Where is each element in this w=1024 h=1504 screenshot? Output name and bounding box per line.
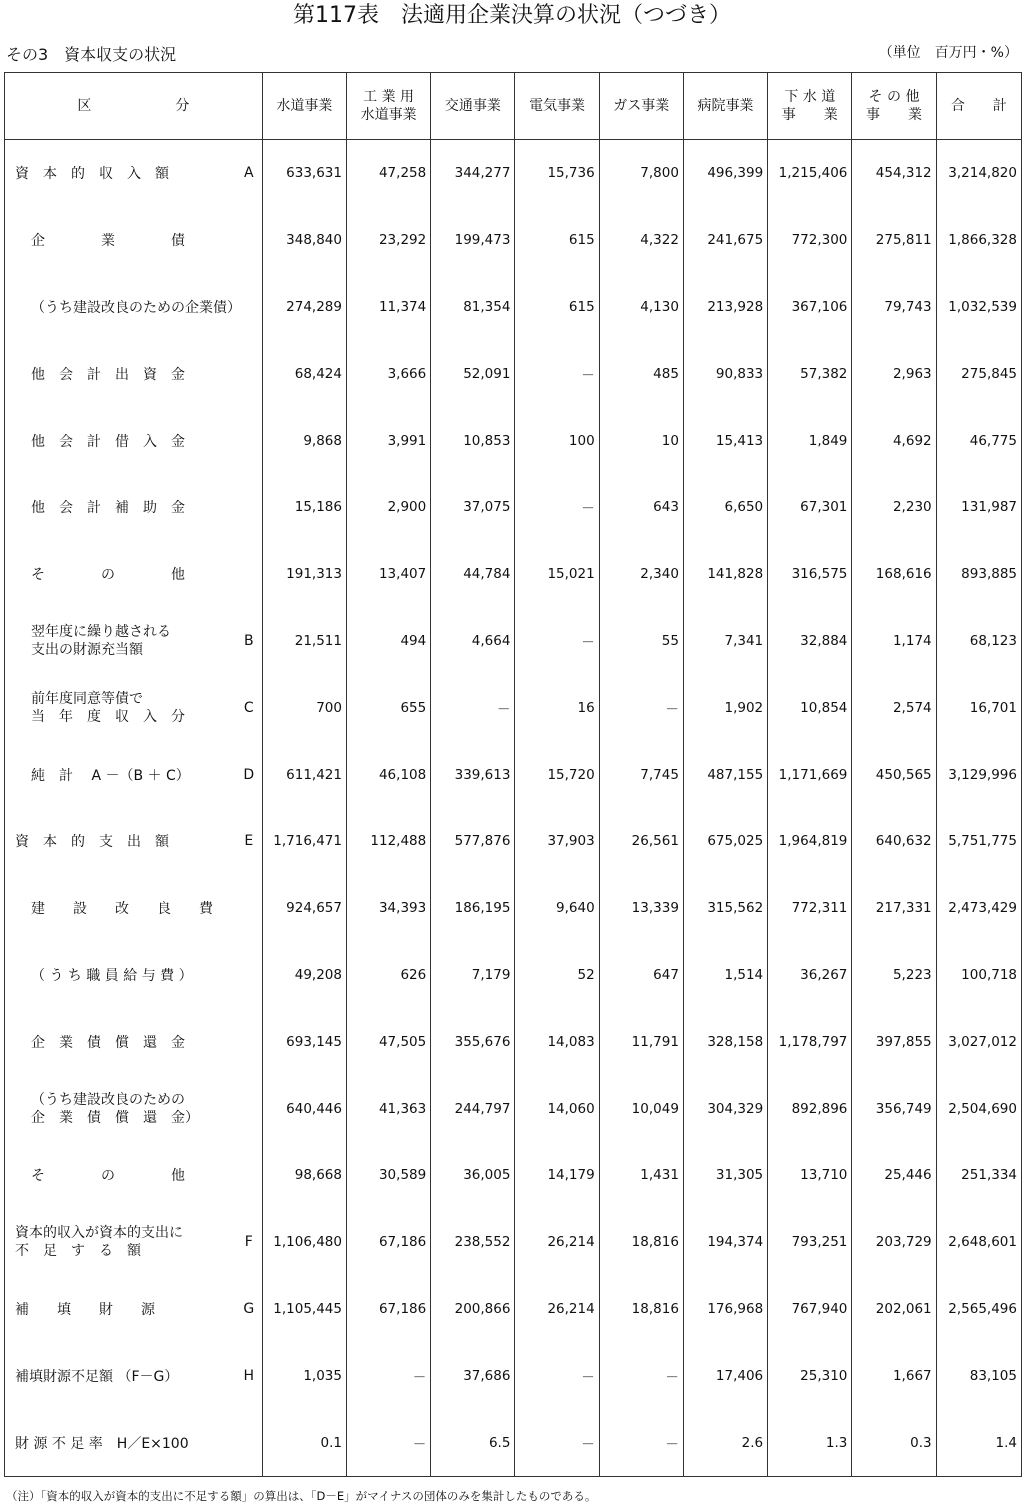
- value-cell: 640,446: [262, 1075, 346, 1142]
- table-header-row: [5, 73, 1022, 140]
- value-cell: 0.3: [852, 1409, 936, 1476]
- value-cell: 339,613: [431, 741, 515, 808]
- value-cell: 643: [599, 474, 683, 541]
- row-code: E: [244, 833, 254, 850]
- value-cell: 615: [515, 274, 599, 341]
- value-cell: 15,021: [515, 541, 599, 608]
- value-cell: 25,310: [768, 1342, 852, 1409]
- value-cell: 17,406: [683, 1342, 767, 1409]
- value-cell: 98,668: [262, 1142, 346, 1209]
- row-label: 純 計 A －（B ＋ C）: [31, 767, 190, 784]
- row-label-cell: [5, 808, 263, 875]
- value-cell: 675,025: [683, 808, 767, 875]
- row-label-cell: [5, 1276, 263, 1343]
- value-cell: 1,849: [768, 407, 852, 474]
- value-cell: 238,552: [431, 1209, 515, 1276]
- row-label: 建 設 改 良 費: [31, 901, 213, 918]
- row-label-cell: [5, 875, 263, 942]
- table-row: [5, 608, 1022, 675]
- value-cell: 13,339: [599, 875, 683, 942]
- value-cell: 14,083: [515, 1008, 599, 1075]
- value-cell: 37,075: [431, 474, 515, 541]
- value-cell: 5,751,775: [936, 808, 1021, 875]
- row-label-cell: [5, 1209, 263, 1276]
- row-label: 補填財源不足額 （F－G）: [15, 1368, 179, 1385]
- table-row: [5, 1409, 1022, 1476]
- value-cell: 55: [599, 608, 683, 675]
- value-cell: 10,854: [768, 674, 852, 741]
- row-label-cell: [5, 541, 263, 608]
- value-cell: 100,718: [936, 942, 1021, 1009]
- value-cell: 893,885: [936, 541, 1021, 608]
- row-code: A: [243, 165, 254, 182]
- table-row: [5, 340, 1022, 407]
- value-cell: 647: [599, 942, 683, 1009]
- row-label-cell: [5, 474, 263, 541]
- value-cell: 355,676: [431, 1008, 515, 1075]
- row-label: 企 業 債 償 還 金: [31, 1034, 185, 1051]
- value-cell: 251,334: [936, 1142, 1021, 1209]
- value-cell: 68,123: [936, 608, 1021, 675]
- value-cell: 3,129,996: [936, 741, 1021, 808]
- value-cell: 4,692: [852, 407, 936, 474]
- page-title: 第117表 法適用企業決算の状況（つづき）: [293, 3, 731, 28]
- table-row: [5, 407, 1022, 474]
- table-row: [5, 1142, 1022, 1209]
- value-cell: 141,828: [683, 541, 767, 608]
- value-cell: 487,155: [683, 741, 767, 808]
- value-cell: 275,811: [852, 207, 936, 274]
- value-cell: 494: [346, 608, 430, 675]
- value-cell: 10,049: [599, 1075, 683, 1142]
- value-cell: 49,208: [262, 942, 346, 1009]
- value-cell: 26,214: [515, 1276, 599, 1343]
- value-cell: 1,035: [262, 1342, 346, 1409]
- value-cell: 6,650: [683, 474, 767, 541]
- value-cell: 496,399: [683, 140, 767, 207]
- value-cell: 356,749: [852, 1075, 936, 1142]
- value-cell: 3,027,012: [936, 1008, 1021, 1075]
- value-cell: 275,845: [936, 340, 1021, 407]
- row-label-cell: [5, 274, 263, 341]
- row-code: C: [243, 699, 254, 716]
- value-cell: 194,374: [683, 1209, 767, 1276]
- value-cell: 2,504,690: [936, 1075, 1021, 1142]
- value-cell: 37,903: [515, 808, 599, 875]
- value-cell: 14,060: [515, 1075, 599, 1142]
- value-cell: 2,648,601: [936, 1209, 1021, 1276]
- value-cell: 2,574: [852, 674, 936, 741]
- table-row: [5, 207, 1022, 274]
- value-cell: －: [515, 1342, 599, 1409]
- row-label: （うち建設改良のための 企 業 債 償 還 金）: [31, 1091, 199, 1126]
- row-label: 前年度同意等債で 当 年 度 収 入 分: [31, 690, 185, 725]
- row-label: 他 会 計 出 資 金: [31, 366, 185, 383]
- value-cell: 1,171,669: [768, 741, 852, 808]
- value-cell: 2,340: [599, 541, 683, 608]
- value-cell: 1,178,797: [768, 1008, 852, 1075]
- table-body: [5, 140, 1022, 1477]
- value-cell: 1,105,445: [262, 1276, 346, 1343]
- column-header: 水道事業: [262, 73, 346, 140]
- value-cell: 13,407: [346, 541, 430, 608]
- row-label-cell: [5, 407, 263, 474]
- value-cell: 36,005: [431, 1142, 515, 1209]
- column-header: 病院事業: [683, 73, 767, 140]
- row-label: （うち建設改良のための企業債）: [31, 299, 241, 316]
- value-cell: 34,393: [346, 875, 430, 942]
- value-cell: 1,431: [599, 1142, 683, 1209]
- value-cell: 15,186: [262, 474, 346, 541]
- value-cell: 1,964,819: [768, 808, 852, 875]
- value-cell: 767,940: [768, 1276, 852, 1343]
- value-cell: 9,640: [515, 875, 599, 942]
- value-cell: 1,032,539: [936, 274, 1021, 341]
- value-cell: 52,091: [431, 340, 515, 407]
- row-label: 他 会 計 借 入 金: [31, 433, 185, 450]
- value-cell: 244,797: [431, 1075, 515, 1142]
- value-cell: 90,833: [683, 340, 767, 407]
- value-cell: 13,710: [768, 1142, 852, 1209]
- row-label-cell: [5, 1342, 263, 1409]
- column-header: 合 計: [936, 73, 1021, 140]
- table-row: [5, 1276, 1022, 1343]
- value-cell: 168,616: [852, 541, 936, 608]
- value-cell: 67,186: [346, 1276, 430, 1343]
- value-cell: 700: [262, 674, 346, 741]
- row-label: そ の 他: [31, 1168, 185, 1185]
- value-cell: 1,174: [852, 608, 936, 675]
- value-cell: 1,716,471: [262, 808, 346, 875]
- value-cell: 199,473: [431, 207, 515, 274]
- value-cell: 2,963: [852, 340, 936, 407]
- value-cell: 203,729: [852, 1209, 936, 1276]
- value-cell: 304,329: [683, 1075, 767, 1142]
- value-cell: 81,354: [431, 274, 515, 341]
- footnote: （注）「資本的収入が資本的支出に不足する額」の算出は、「D－E」がマイナスの団体のみを集計したものである。: [6, 1489, 597, 1503]
- table-row: [5, 1075, 1022, 1142]
- value-cell: 15,736: [515, 140, 599, 207]
- value-cell: 892,896: [768, 1075, 852, 1142]
- value-cell: 693,145: [262, 1008, 346, 1075]
- row-label-cell: [5, 1409, 263, 1476]
- row-code: G: [243, 1300, 255, 1317]
- value-cell: 16: [515, 674, 599, 741]
- table-row: [5, 1008, 1022, 1075]
- capital-balance-table: [4, 72, 1022, 1477]
- value-cell: 4,322: [599, 207, 683, 274]
- value-cell: 25,446: [852, 1142, 936, 1209]
- row-label: 他 会 計 補 助 金: [31, 500, 185, 517]
- row-label-cell: [5, 942, 263, 1009]
- value-cell: 7,179: [431, 942, 515, 1009]
- value-cell: －: [515, 340, 599, 407]
- value-cell: 2.6: [683, 1409, 767, 1476]
- section-subtitle: その3 資本収支の状況: [6, 45, 177, 64]
- value-cell: 26,214: [515, 1209, 599, 1276]
- value-cell: －: [346, 1342, 430, 1409]
- value-cell: 67,186: [346, 1209, 430, 1276]
- value-cell: 4,664: [431, 608, 515, 675]
- table-row: [5, 808, 1022, 875]
- value-cell: －: [431, 674, 515, 741]
- row-code: F: [244, 1234, 253, 1251]
- value-cell: 68,424: [262, 340, 346, 407]
- value-cell: 7,341: [683, 608, 767, 675]
- value-cell: 26,561: [599, 808, 683, 875]
- table-row: [5, 741, 1022, 808]
- row-label-cell: [5, 1075, 263, 1142]
- value-cell: 924,657: [262, 875, 346, 942]
- value-cell: 3,991: [346, 407, 430, 474]
- row-label-cell: [5, 741, 263, 808]
- value-cell: 367,106: [768, 274, 852, 341]
- value-cell: 47,505: [346, 1008, 430, 1075]
- row-label-cell: [5, 140, 263, 207]
- value-cell: 15,720: [515, 741, 599, 808]
- value-cell: 1.3: [768, 1409, 852, 1476]
- value-cell: 79,743: [852, 274, 936, 341]
- value-cell: 52: [515, 942, 599, 1009]
- value-cell: 315,562: [683, 875, 767, 942]
- row-label-cell: [5, 340, 263, 407]
- value-cell: 611,421: [262, 741, 346, 808]
- value-cell: 0.1: [262, 1409, 346, 1476]
- unit-label: （単位 百万円・%）: [878, 45, 1018, 61]
- column-header-category: 区 分: [5, 73, 263, 140]
- value-cell: 6.5: [431, 1409, 515, 1476]
- value-cell: 46,108: [346, 741, 430, 808]
- value-cell: －: [515, 1409, 599, 1476]
- value-cell: 30,589: [346, 1142, 430, 1209]
- value-cell: 11,374: [346, 274, 430, 341]
- row-code: D: [243, 766, 255, 783]
- row-label: 資 本 的 収 入 額: [15, 166, 169, 183]
- value-cell: 217,331: [852, 875, 936, 942]
- value-cell: 793,251: [768, 1209, 852, 1276]
- value-cell: 1,106,480: [262, 1209, 346, 1276]
- row-code: H: [243, 1367, 255, 1384]
- value-cell: 47,258: [346, 140, 430, 207]
- table-row: [5, 674, 1022, 741]
- column-header: ガス事業: [599, 73, 683, 140]
- row-label: （ う ち 職 員 給 与 費 ）: [31, 967, 193, 984]
- value-cell: 274,289: [262, 274, 346, 341]
- value-cell: 202,061: [852, 1276, 936, 1343]
- table-row: [5, 875, 1022, 942]
- value-cell: 1,514: [683, 942, 767, 1009]
- value-cell: 626: [346, 942, 430, 1009]
- value-cell: 112,488: [346, 808, 430, 875]
- value-cell: －: [599, 1342, 683, 1409]
- value-cell: 7,745: [599, 741, 683, 808]
- value-cell: －: [346, 1409, 430, 1476]
- row-label: 補 填 財 源: [15, 1301, 155, 1318]
- value-cell: 176,968: [683, 1276, 767, 1343]
- value-cell: 577,876: [431, 808, 515, 875]
- table-row: [5, 474, 1022, 541]
- value-cell: 772,311: [768, 875, 852, 942]
- row-label-cell: [5, 608, 263, 675]
- row-label: 翌年度に繰り越される 支出の財源充当額: [31, 623, 171, 658]
- value-cell: 44,784: [431, 541, 515, 608]
- value-cell: 348,840: [262, 207, 346, 274]
- value-cell: －: [515, 608, 599, 675]
- value-cell: 10,853: [431, 407, 515, 474]
- value-cell: 3,214,820: [936, 140, 1021, 207]
- value-cell: 186,195: [431, 875, 515, 942]
- value-cell: 37,686: [431, 1342, 515, 1409]
- value-cell: 7,800: [599, 140, 683, 207]
- value-cell: 23,292: [346, 207, 430, 274]
- value-cell: 344,277: [431, 140, 515, 207]
- value-cell: 2,473,429: [936, 875, 1021, 942]
- value-cell: 9,868: [262, 407, 346, 474]
- value-cell: 454,312: [852, 140, 936, 207]
- value-cell: 655: [346, 674, 430, 741]
- value-cell: 5,223: [852, 942, 936, 1009]
- value-cell: 36,267: [768, 942, 852, 1009]
- table-row: [5, 541, 1022, 608]
- value-cell: 485: [599, 340, 683, 407]
- value-cell: 1,215,406: [768, 140, 852, 207]
- table-row: [5, 1209, 1022, 1276]
- value-cell: 14,179: [515, 1142, 599, 1209]
- value-cell: 633,631: [262, 140, 346, 207]
- row-label: 資 本 的 支 出 額: [15, 834, 169, 851]
- value-cell: 83,105: [936, 1342, 1021, 1409]
- value-cell: 200,866: [431, 1276, 515, 1343]
- column-header: そ の 他 事 業: [852, 73, 936, 140]
- value-cell: 15,413: [683, 407, 767, 474]
- value-cell: －: [599, 674, 683, 741]
- value-cell: 241,675: [683, 207, 767, 274]
- value-cell: 46,775: [936, 407, 1021, 474]
- value-cell: 2,230: [852, 474, 936, 541]
- value-cell: 316,575: [768, 541, 852, 608]
- value-cell: 18,816: [599, 1209, 683, 1276]
- value-cell: 10: [599, 407, 683, 474]
- column-header: 電気事業: [515, 73, 599, 140]
- value-cell: 21,511: [262, 608, 346, 675]
- row-label-cell: [5, 207, 263, 274]
- value-cell: 397,855: [852, 1008, 936, 1075]
- value-cell: 11,791: [599, 1008, 683, 1075]
- value-cell: 640,632: [852, 808, 936, 875]
- value-cell: 3,666: [346, 340, 430, 407]
- table-row: [5, 274, 1022, 341]
- value-cell: 100: [515, 407, 599, 474]
- value-cell: 328,158: [683, 1008, 767, 1075]
- value-cell: 2,900: [346, 474, 430, 541]
- value-cell: 772,300: [768, 207, 852, 274]
- value-cell: 1,667: [852, 1342, 936, 1409]
- column-header: 工 業 用 水道事業: [346, 73, 430, 140]
- value-cell: 1,902: [683, 674, 767, 741]
- row-label: 資本的収入が資本的支出に 不 足 す る 額: [15, 1225, 183, 1260]
- value-cell: 2,565,496: [936, 1276, 1021, 1343]
- value-cell: 18,816: [599, 1276, 683, 1343]
- table-row: [5, 140, 1022, 207]
- table-row: [5, 1342, 1022, 1409]
- value-cell: 450,565: [852, 741, 936, 808]
- row-label-cell: [5, 1008, 263, 1075]
- row-code: B: [243, 632, 254, 649]
- value-cell: 41,363: [346, 1075, 430, 1142]
- value-cell: 1.4: [936, 1409, 1021, 1476]
- row-label-cell: [5, 1142, 263, 1209]
- value-cell: 57,382: [768, 340, 852, 407]
- row-label: 財 源 不 足 率 H／E×100: [15, 1435, 189, 1452]
- value-cell: －: [515, 474, 599, 541]
- value-cell: 1,866,328: [936, 207, 1021, 274]
- value-cell: 16,701: [936, 674, 1021, 741]
- value-cell: 32,884: [768, 608, 852, 675]
- row-label: 企 業 債: [31, 233, 185, 250]
- value-cell: 131,987: [936, 474, 1021, 541]
- table-row: [5, 942, 1022, 1009]
- column-header: 交通事業: [431, 73, 515, 140]
- value-cell: 213,928: [683, 274, 767, 341]
- value-cell: 31,305: [683, 1142, 767, 1209]
- row-label-cell: [5, 674, 263, 741]
- column-header: 下 水 道 事 業: [768, 73, 852, 140]
- row-label: そ の 他: [31, 567, 185, 584]
- value-cell: 67,301: [768, 474, 852, 541]
- value-cell: 4,130: [599, 274, 683, 341]
- value-cell: 615: [515, 207, 599, 274]
- value-cell: 191,313: [262, 541, 346, 608]
- value-cell: －: [599, 1409, 683, 1476]
